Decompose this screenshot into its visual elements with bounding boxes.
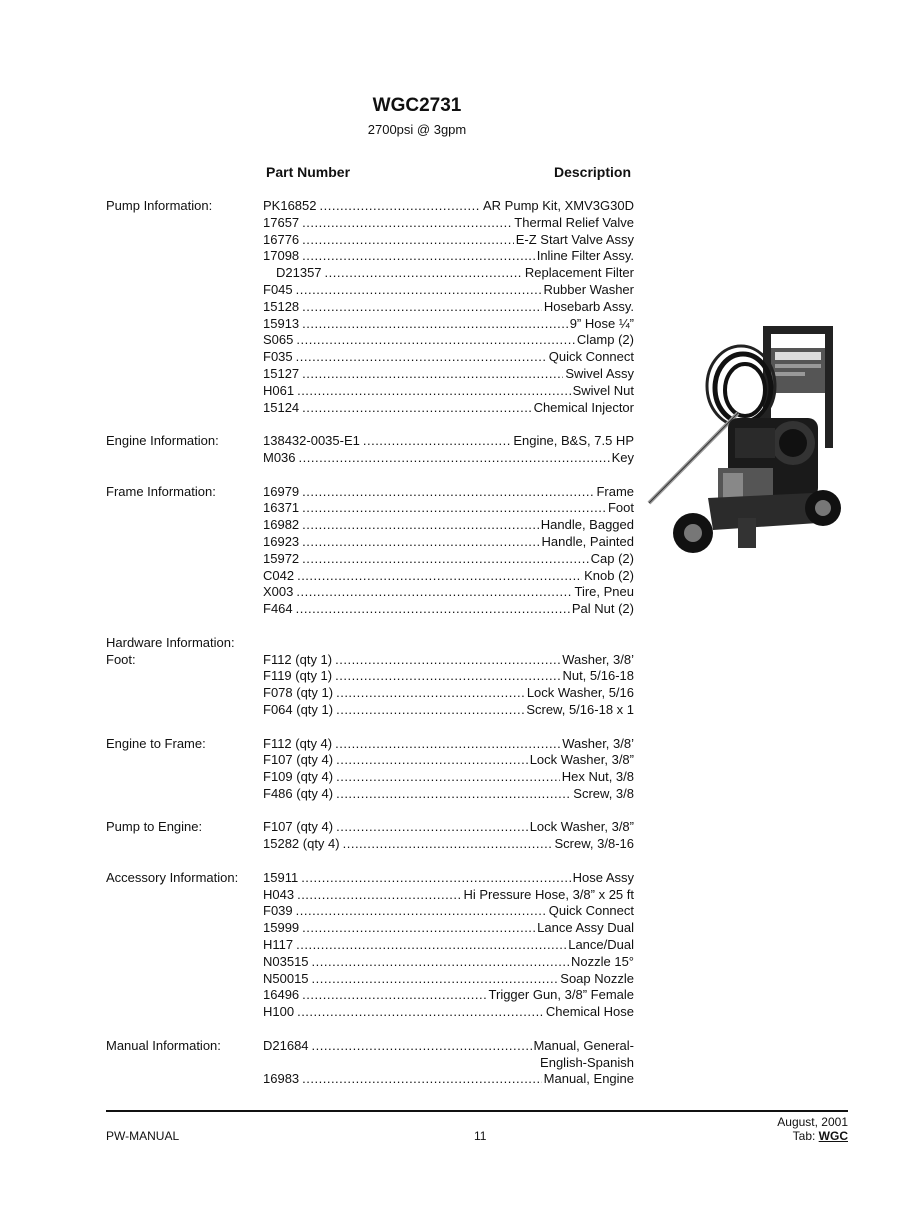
part-description: Nut, 5/16-18 (562, 668, 634, 684)
part-number: F045 (263, 281, 293, 297)
dot-leader (302, 1071, 542, 1088)
part-description: Thermal Relief Valve (514, 214, 634, 230)
part-description: Hosebarb Assy. (543, 298, 634, 314)
part-entry (263, 232, 634, 249)
dot-leader (297, 568, 582, 585)
dot-leader (343, 836, 553, 853)
part-description: Trigger Gun, 3/8” Female (488, 987, 634, 1003)
section (106, 433, 634, 467)
parts-row (106, 971, 634, 988)
parts-row (106, 987, 634, 1004)
part-description: Knob (2) (584, 567, 634, 583)
part-description: Washer, 3/8’ (562, 651, 634, 667)
parts-row (106, 433, 634, 450)
dot-leader (312, 954, 569, 971)
dot-leader (302, 400, 531, 417)
part-entry (263, 534, 634, 551)
part-number: 15972 (263, 550, 300, 566)
part-description: Lock Washer, 3/8” (529, 752, 634, 768)
part-description: Lock Washer, 5/16 (526, 685, 634, 701)
parts-row (106, 282, 634, 299)
part-number: F464 (263, 601, 293, 617)
part-number: S065 (263, 332, 294, 348)
parts-row (106, 584, 634, 601)
part-entry (263, 836, 634, 853)
dot-leader (296, 903, 547, 920)
parts-row (106, 1038, 634, 1055)
document-subtitle: 2700psi @ 3gpm (367, 122, 467, 137)
footer-tab-label: Tab: (792, 1129, 816, 1143)
part-number: 15911 (263, 869, 299, 885)
dot-leader (325, 265, 523, 282)
part-description-continued: English-Spanish (540, 1054, 634, 1070)
part-number: 16923 (263, 533, 300, 549)
parts-row (106, 954, 634, 971)
part-entry (263, 652, 634, 669)
parts-row (106, 601, 634, 618)
part-entry (263, 987, 634, 1004)
parts-row (106, 1071, 634, 1088)
footer-manual-name: PW-MANUAL (106, 1129, 180, 1143)
dot-leader (335, 668, 560, 685)
document-title: WGC2731 (372, 95, 462, 116)
section-header-row (106, 635, 634, 652)
dot-leader (302, 232, 514, 249)
dot-leader (296, 349, 547, 366)
part-number: C042 (263, 567, 295, 583)
section-label: Engine to Frame: (106, 735, 206, 751)
dot-leader (297, 887, 461, 904)
part-number: 15124 (263, 399, 300, 415)
section (106, 635, 634, 719)
pressure-washer-photo (643, 318, 843, 556)
parts-row (106, 450, 634, 467)
part-entry (263, 601, 634, 618)
column-header-part-number: Part Number (266, 164, 351, 180)
part-number: 16371 (263, 500, 300, 516)
part-number: D21684 (263, 1037, 309, 1053)
part-entry (263, 282, 634, 299)
footer-info (777, 1115, 848, 1143)
part-entry (263, 1038, 634, 1055)
section-label: Pump to Engine: (106, 819, 203, 835)
part-entry (263, 568, 634, 585)
part-entry (263, 198, 634, 215)
part-entry (276, 265, 634, 282)
section (106, 870, 634, 1021)
part-description: Frame (596, 483, 634, 499)
part-entry (263, 400, 634, 417)
dot-leader (296, 282, 542, 299)
part-entry (263, 248, 634, 265)
part-number: 15127 (263, 365, 300, 381)
part-entry (263, 500, 634, 517)
dot-leader (336, 685, 525, 702)
parts-row (106, 215, 634, 232)
part-number: 16776 (263, 231, 300, 247)
footer-tab (777, 1129, 848, 1143)
parts-row (106, 668, 634, 685)
part-description: Lance/Dual (568, 937, 634, 953)
parts-row (106, 517, 634, 534)
footer-date: August, 2001 (777, 1115, 848, 1129)
part-description: Engine, B&S, 7.5 HP (513, 433, 634, 449)
part-number: H043 (263, 886, 295, 902)
dot-leader (312, 971, 559, 988)
part-description: Screw, 5/16-18 x 1 (526, 701, 634, 717)
parts-row (106, 383, 634, 400)
part-entry (263, 551, 634, 568)
part-number: 15282 (qty 4) (263, 836, 340, 852)
part-description: Clamp (2) (576, 332, 634, 348)
dot-leader (320, 198, 482, 215)
part-description: Chemical Hose (545, 1004, 634, 1020)
parts-row (106, 400, 634, 417)
part-entry (263, 937, 634, 954)
section-label: Frame Information: (106, 483, 216, 499)
part-number: M036 (263, 449, 296, 465)
parts-list (106, 198, 634, 1105)
part-number: F112 (qty 4) (263, 735, 333, 751)
part-description: Inline Filter Assy. (536, 248, 634, 264)
part-description: Manual, General- (533, 1037, 634, 1053)
part-description: Key (611, 449, 634, 465)
part-number: F119 (qty 1) (263, 668, 333, 684)
part-entry (263, 383, 634, 400)
dot-leader (299, 450, 610, 467)
part-entry (263, 971, 634, 988)
part-description: Handle, Painted (541, 533, 634, 549)
part-number: N03515 (263, 953, 309, 969)
footer-divider (106, 1110, 848, 1112)
parts-row (106, 500, 634, 517)
section (106, 1038, 634, 1088)
section-label: Manual Information: (106, 1037, 221, 1053)
dot-leader (363, 433, 511, 450)
part-number: X003 (263, 584, 294, 600)
dot-leader (296, 937, 566, 954)
part-entry (263, 954, 634, 971)
dot-leader (335, 736, 560, 753)
part-entry (263, 316, 634, 333)
parts-row (106, 332, 634, 349)
column-header-description: Description (554, 164, 632, 180)
part-entry (263, 786, 634, 803)
part-number: F486 (qty 4) (263, 785, 334, 801)
dot-leader (302, 987, 486, 1004)
part-entry (263, 584, 634, 601)
part-number: 15128 (263, 298, 300, 314)
parts-row (106, 920, 634, 937)
part-number: 16979 (263, 483, 300, 499)
part-number: F107 (qty 4) (263, 819, 334, 835)
part-description: Swivel Nut (572, 382, 634, 398)
part-number: F035 (263, 349, 293, 365)
part-description: Replacement Filter (524, 265, 634, 281)
part-description: Cap (2) (590, 550, 634, 566)
parts-row (106, 752, 634, 769)
dot-leader (336, 702, 524, 719)
dot-leader (302, 484, 594, 501)
part-entry (263, 299, 634, 316)
part-description: Screw, 3/8-16 (554, 836, 634, 852)
parts-row (106, 903, 634, 920)
part-entry (263, 769, 634, 786)
part-number: 16496 (263, 987, 300, 1003)
part-description: E-Z Start Valve Assy (515, 231, 634, 247)
dot-leader (296, 332, 575, 349)
part-description: Hose Assy (572, 869, 634, 885)
part-number: F109 (qty 4) (263, 769, 334, 785)
part-number: 17657 (263, 214, 300, 230)
part-number: D21357 (276, 265, 322, 281)
part-description: AR Pump Kit, XMV3G30D (483, 198, 634, 213)
parts-row (106, 769, 634, 786)
dot-leader (297, 383, 571, 400)
parts-row (106, 316, 634, 333)
section-sublabel: Foot: (106, 651, 136, 667)
dot-leader (297, 1004, 544, 1021)
part-entry (263, 215, 634, 232)
dot-leader (302, 366, 563, 383)
part-description: Rubber Washer (543, 281, 634, 297)
dot-leader (302, 517, 539, 534)
part-number: H117 (263, 937, 294, 953)
part-number: N50015 (263, 970, 309, 986)
part-number: F064 (qty 1) (263, 701, 334, 717)
dot-leader (312, 1038, 532, 1055)
dot-leader (336, 786, 571, 803)
part-number: 15913 (263, 315, 300, 331)
part-description: Hex Nut, 3/8 (561, 769, 634, 785)
part-description: Screw, 3/8 (573, 785, 634, 801)
part-description: Pal Nut (2) (571, 601, 634, 617)
part-entry (263, 903, 634, 920)
parts-row (106, 786, 634, 803)
part-number: F112 (qty 1) (263, 651, 333, 667)
part-number: F107 (qty 4) (263, 752, 334, 768)
parts-row (106, 568, 634, 585)
part-description: Soap Nozzle (560, 970, 634, 986)
part-number: 16982 (263, 517, 300, 533)
part-entry (263, 668, 634, 685)
part-entry (263, 1071, 634, 1088)
section-label: Engine Information: (106, 433, 219, 449)
parts-row (106, 198, 634, 215)
dot-leader (301, 870, 570, 887)
part-entry (263, 1004, 634, 1021)
section-label: Pump Information: (106, 198, 213, 213)
section (106, 819, 634, 853)
parts-row (106, 652, 634, 669)
section-label: Hardware Information: (106, 634, 235, 650)
dot-leader (302, 500, 606, 517)
part-entry (263, 887, 634, 904)
part-description: Tire, Pneu (574, 584, 634, 600)
section-label: Accessory Information: (106, 869, 239, 885)
dot-leader (302, 920, 535, 937)
part-description: Quick Connect (548, 349, 634, 365)
part-description: Foot (607, 500, 634, 516)
dot-leader (336, 769, 560, 786)
part-entry (263, 702, 634, 719)
part-description: Handle, Bagged (540, 517, 634, 533)
parts-row-continued (106, 1055, 634, 1072)
part-number: 16983 (263, 1071, 300, 1087)
parts-row (106, 484, 634, 501)
dot-leader (296, 584, 572, 601)
parts-row (106, 887, 634, 904)
parts-row (106, 836, 634, 853)
dot-leader (302, 215, 512, 232)
dot-leader (336, 752, 528, 769)
part-number: H100 (263, 1004, 295, 1020)
parts-row (106, 736, 634, 753)
footer-tab-value: WGC (818, 1129, 848, 1143)
part-entry (263, 819, 634, 836)
part-entry (263, 752, 634, 769)
part-number: 15999 (263, 920, 300, 936)
part-entry (263, 517, 634, 534)
parts-row (106, 366, 634, 383)
part-number: F039 (263, 903, 293, 919)
parts-row (106, 299, 634, 316)
part-number: 17098 (263, 248, 300, 264)
part-entry (263, 433, 634, 450)
part-description: Lock Washer, 3/8” (529, 819, 634, 835)
parts-row (106, 685, 634, 702)
parts-row (106, 349, 634, 366)
part-entry (263, 920, 634, 937)
part-number: 138432-0035-E1 (263, 433, 360, 449)
part-description: Washer, 3/8’ (562, 735, 634, 751)
parts-row (106, 265, 634, 282)
parts-row (106, 1004, 634, 1021)
section (106, 484, 634, 618)
parts-row (106, 534, 634, 551)
dot-leader (302, 316, 568, 333)
parts-row (106, 248, 634, 265)
part-entry (263, 366, 634, 383)
parts-row (106, 702, 634, 719)
dot-leader (302, 534, 539, 551)
dot-leader (335, 652, 560, 669)
part-description: Swivel Assy (565, 365, 634, 381)
parts-row (106, 870, 634, 887)
part-description: Chemical Injector (533, 399, 634, 415)
part-entry (263, 870, 634, 887)
part-entry (263, 685, 634, 702)
part-description: Lance Assy Dual (537, 920, 634, 936)
parts-row (106, 937, 634, 954)
part-description: 9” Hose ¼” (569, 315, 634, 331)
part-number: PK16852 (263, 198, 317, 213)
section (106, 198, 634, 416)
parts-row (106, 819, 634, 836)
part-entry (263, 450, 634, 467)
dot-leader (336, 819, 528, 836)
part-entry (263, 736, 634, 753)
dot-leader (302, 299, 542, 316)
part-number: F078 (qty 1) (263, 685, 334, 701)
part-description: Hi Pressure Hose, 3/8” x 25 ft (463, 886, 634, 902)
parts-row (106, 232, 634, 249)
part-entry (263, 349, 634, 366)
page-number: 11 (474, 1129, 487, 1143)
parts-row (106, 551, 634, 568)
part-description: Manual, Engine (543, 1071, 634, 1087)
dot-leader (302, 248, 535, 265)
part-description: Nozzle 15° (570, 953, 634, 969)
part-entry (263, 332, 634, 349)
part-number: H061 (263, 382, 295, 398)
section (106, 736, 634, 803)
dot-leader (302, 551, 588, 568)
part-description: Quick Connect (548, 903, 634, 919)
dot-leader (296, 601, 570, 618)
part-entry (263, 484, 634, 501)
